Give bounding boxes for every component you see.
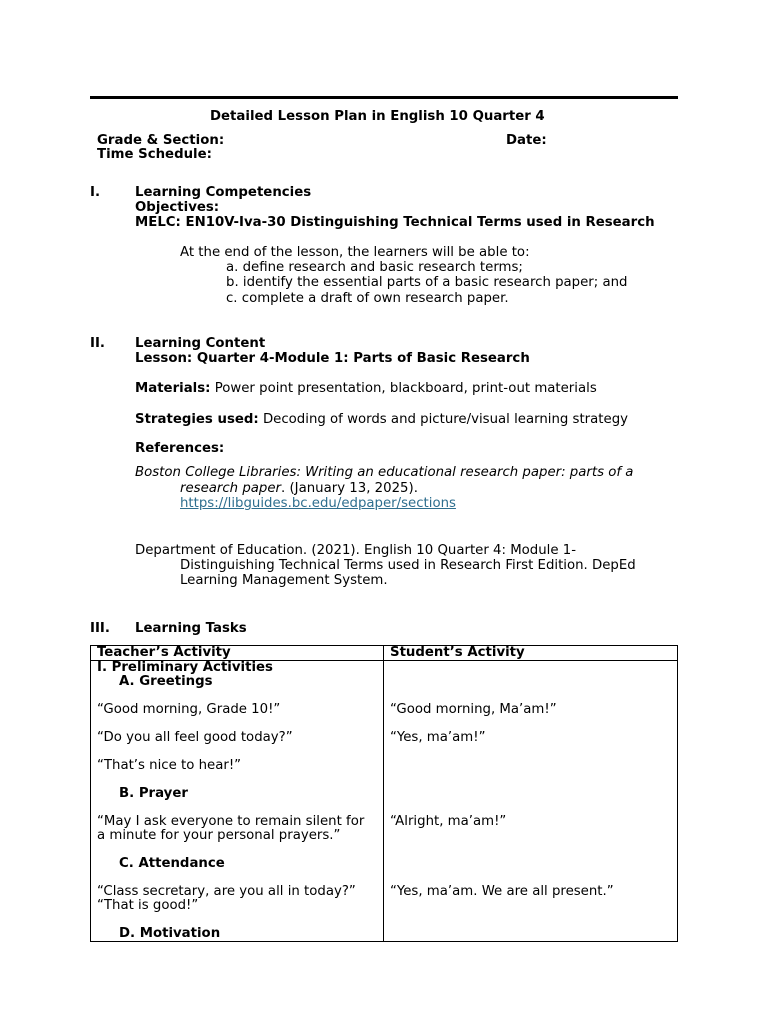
reference-1-line-1: Boston College Libraries: Writing an educational research paper: parts of a	[135, 465, 634, 480]
teacher-greeting-2: “Do you all feel good today?”	[97, 730, 293, 745]
reference-1-line-2	[180, 481, 418, 496]
section-3-numeral: III.	[90, 621, 110, 636]
materials-line	[135, 381, 597, 396]
reference-1-date: . (January 13, 2025).	[281, 481, 418, 496]
objectives-label: Objectives:	[135, 200, 220, 215]
lesson-title: Lesson: Quarter 4-Module 1: Parts of Basic Research	[135, 351, 530, 366]
teacher-attendance-1: “Class secretary, are you all in today?”	[97, 884, 356, 899]
reference-2-line-2: Distinguishing Technical Terms used in Research First Edition. DepEd	[180, 558, 636, 573]
motivation-heading: D. Motivation	[119, 926, 221, 941]
top-rule	[90, 96, 678, 99]
attendance-heading: C. Attendance	[119, 856, 225, 871]
teacher-activity-cell	[91, 661, 384, 942]
greetings-heading: A. Greetings	[119, 674, 213, 689]
strategies-line	[135, 412, 628, 427]
document-title: Detailed Lesson Plan in English 10 Quarter 4	[210, 109, 545, 124]
reference-1-italic: research paper	[180, 481, 282, 496]
student-greeting-1: “Good morning, Ma’am!”	[390, 702, 557, 717]
materials-value: Power point presentation, blackboard, print-out materials	[210, 381, 597, 396]
table-row	[91, 661, 678, 942]
time-schedule-label: Time Schedule:	[97, 147, 212, 162]
section-2-heading: Learning Content	[135, 336, 266, 351]
preliminary-heading: I. Preliminary Activities	[97, 660, 273, 675]
student-prayer-reply: “Alright, ma’am!”	[390, 814, 507, 829]
reference-2-line-1: Department of Education. (2021). English 10 Quarter 4: Module 1-	[135, 543, 577, 558]
teacher-greeting-1: “Good morning, Grade 10!”	[97, 702, 281, 717]
objective-item-b: b. identify the essential parts of a basic research paper; and	[226, 275, 628, 290]
student-greeting-2: “Yes, ma’am!”	[390, 730, 486, 745]
teacher-attendance-2: “That is good!”	[97, 898, 199, 913]
strategies-label: Strategies used:	[135, 412, 259, 427]
reference-2-line-3: Learning Management System.	[180, 573, 388, 588]
section-3-heading: Learning Tasks	[135, 621, 247, 636]
learning-tasks-table	[90, 645, 678, 942]
objectives-intro: At the end of the lesson, the learners will be able to:	[180, 245, 530, 260]
objective-item-a: a. define research and basic research terms;	[226, 260, 523, 275]
reference-1-link[interactable]: https://libguides.bc.edu/edpaper/sections	[180, 496, 456, 511]
section-1-heading: Learning Competencies	[135, 185, 312, 200]
teacher-greeting-3: “That’s nice to hear!”	[97, 758, 242, 773]
grade-section-label: Grade & Section:	[97, 133, 225, 148]
objective-item-c: c. complete a draft of own research paper.	[226, 291, 509, 306]
references-label: References:	[135, 441, 225, 456]
melc-line: MELC: EN10V-Iva-30 Distinguishing Technical Terms used in Research	[135, 215, 655, 230]
prayer-heading: B. Prayer	[119, 786, 188, 801]
section-1-numeral: I.	[90, 185, 100, 200]
student-activity-header: Student’s Activity	[384, 646, 678, 661]
date-label: Date:	[506, 133, 547, 148]
section-2-numeral: II.	[90, 336, 105, 351]
materials-label: Materials:	[135, 381, 211, 396]
teacher-prayer-line-1: “May I ask everyone to remain silent for	[97, 814, 365, 829]
student-activity-cell	[384, 661, 678, 942]
teacher-prayer-line-2: a minute for your personal prayers.”	[97, 828, 341, 843]
table-header-row	[91, 646, 678, 661]
teacher-activity-header: Teacher’s Activity	[91, 646, 384, 661]
student-attendance-reply: “Yes, ma’am. We are all present.”	[390, 884, 614, 899]
strategies-value: Decoding of words and picture/visual learning strategy	[258, 412, 629, 427]
